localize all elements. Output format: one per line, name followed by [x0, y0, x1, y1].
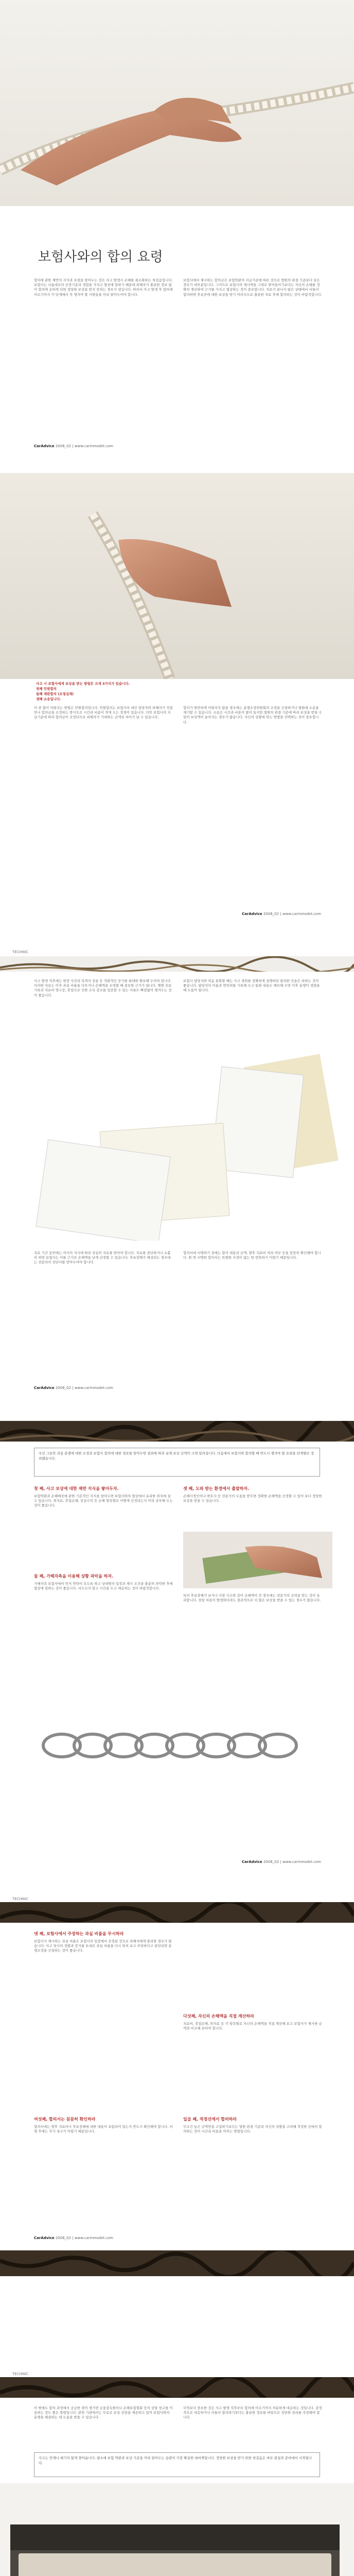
tire-photo: [0, 956, 354, 972]
body-left: 사고 발생 직후에는 현장 사진과 목격자 진술 등 객관적인 증거를 최대한 확보해 두어야 합니다. 이러한 자료는 이후 과실 비율을 다투거나 손해액을 산정할 때 중요한 근거가 됩니다. 병원 진료 기록과 치료비 영수증, 휴업으로 인한 소득 감소를 입증할 수 있는 서류도 빠짐없이 챙겨두는 것이 좋습니다.: [34, 979, 172, 997]
footer: [34, 2236, 113, 2240]
heading-1: 첫 째, 사고 보상에 대한 제반 지식을 쌓아두자.: [34, 1486, 119, 1491]
footer-brand: CarAdvice: [242, 1860, 262, 1864]
body-4: 무조건 높은 금액만을 고집하기보다는 법원 판결 기준과 자신의 상황을 고려해 적정한 선에서 합의하는 것이 시간과 비용을 아끼는 방법입니다.: [183, 2125, 322, 2134]
footer-text: 2008_02 | www.carinmodel.com: [263, 1860, 322, 1864]
heading-4: 일곱 째, 적정선에서 합의하라: [183, 2117, 237, 2122]
body-lower-left: 치료 기간 동안에는 의사의 지시에 따라 성실히 치료를 받아야 합니다. 치료를 중단하거나 소홀히 하면 보험사는 이를 근거로 손해액을 낮게 산정할 수 있습니다. 후유장해가 예상되는 경우에는 전문의의 진단서를 받아두어야 합니다.: [34, 1251, 171, 1265]
body-3: 합의서에는 향후 치료비나 후유장해에 대한 내용이 포함되어 있는지 반드시 확인해야 합니다. 서명 후에는 추가 청구가 어렵기 때문입니다.: [34, 2125, 173, 2134]
heading-2: 다섯째, 자신의 손해액을 직접 계산하라: [183, 2014, 254, 2019]
quote-line-1: 사고 시 보험사에게 보상을 받는 방법은 크게 3가지가 있습니다.: [36, 682, 130, 686]
tire-strip-top: [0, 1902, 354, 1923]
body-2: 치료비, 휴업손해, 위자료 등 각 항목별로 자신의 손해액을 직접 계산해 보고 보험사가 제시한 금액과 비교해 보아야 합니다.: [183, 2022, 322, 2031]
footer-text: 2008_02 | www.carinmodel.com: [263, 912, 322, 916]
tire-strip: [0, 2377, 354, 2398]
section-label: TECHNIC: [12, 950, 29, 954]
intro-box: 우선 그동안 과실 분쟁에 대한 조정과 보험사 합의에 대한 정보를 알아두면 결과에 따라 실제 보상 금액이 크게 달라집니다. 다음에서 보험사와 합의할 때 반드시 챙겨야 할 요령을 단계별로 정리했습니다.: [34, 1448, 320, 1477]
page-3: [0, 947, 354, 1411]
tire-strip: [0, 1421, 354, 1442]
quote-line-2: 첫째 민원합의: [36, 687, 57, 691]
heading-3: 여섯째, 합의서는 꼼꼼히 확인하라: [34, 2117, 96, 2122]
page-4: [0, 1421, 354, 1885]
page-6: [0, 2370, 354, 2576]
body-right: 무엇보다 중요한 것은 사고 발생 직후부터 합의에 이르기까지 차분하게 대응하는 것입니다. 감정적으로 대응하거나 서둘러 합의하기보다는 충분한 정보를 바탕으로 정당한 권리를 주장해야 합니다.: [183, 2406, 322, 2420]
page-1: [0, 0, 354, 464]
footer-text: 2008_02 | www.carinmodel.com: [55, 1386, 114, 1390]
hand-rope-photo-2: [0, 473, 354, 679]
body-right: 합의가 원만하게 이뤄지지 않을 경우에는 분쟁조정위원회의 조정을 신청하거나 법원에 소송을 제기할 수 있습니다. 소송은 시간과 비용이 많이 들지만 법원의 판결 기준에 따라 보상을 받을 수 있어 보상액이 높아지는 경우가 많습니다. 자신의 상황에 맞는 방법을 선택하는 것이 중요합니다.: [183, 706, 322, 724]
quote-line-3: 둘째 재판합의 (조정심재): [36, 692, 74, 696]
page-5: [0, 1895, 354, 2359]
heading-3: 셋 째, 도와 받는 환경에서 출발하자.: [183, 1486, 250, 1491]
body-2: 가해자측 보험사에서 먼저 연락이 오도록 하고 상대방의 입장과 제시 조건을 충분히 파악한 후에 협상에 임하는 것이 좋습니다. 서두르지 말고 시간을 두고 대응하는 것이 바람직합니다.: [34, 1582, 173, 1591]
rope-hand-photo: [0, 0, 354, 206]
body-3: 손해사정인이나 변호사 등 전문가의 도움을 받으면 정확한 손해액을 산정할 수 있어 보다 정당한 보상을 받을 수 있습니다.: [183, 1494, 322, 1503]
page-title: 보험사와의 합의 요령: [38, 249, 163, 265]
footer-brand: CarAdvice: [242, 912, 262, 916]
body-1: 보험약관과 손해배상에 관한 기본적인 지식을 알아두면 보험사와의 협상에서 유리한 위치에 설 수 있습니다. 위자료, 휴업손해, 상실수익 등 손해 항목별로 어떻게 산정되는지 미리 공부해 두는 것이 좋습니다.: [34, 1494, 173, 1508]
hand-cash-photo: [183, 1532, 332, 1588]
section-label: TECHNIC: [12, 1897, 29, 1901]
section-label: TECHNIC: [12, 2372, 29, 2376]
body-4: 특히 후유장해가 남거나 사망 사고와 같이 손해액이 큰 경우에는 전문가의 조력을 받는 것이 유리합니다. 상담 비용이 발생하더라도 결과적으로 더 많은 보상을 받을 수 있는 경우가 많습니다.: [183, 1594, 321, 1603]
body-left: 이 중 많이 이뤄지는 방법은 민원합의입니다. 민원합의는 보험사의 대인 담당자와 피해자가 직접 만나 합의금을 조정하는 방식으로 시간과 비용이 적게 드는 장점이 있습니다. 다만 보험사의 지급기준에 따라 합의금이 산정되므로 피해자가 기대하는 금액과 차이가 날 수 있습니다.: [34, 706, 173, 720]
footer-text: 2008_02 | www.carinmodel.com: [55, 2236, 114, 2240]
footer-brand: CarAdvice: [34, 444, 55, 448]
quote-line-4: 셋째 소송입니다.: [36, 697, 61, 701]
chain-handshake-photo: [0, 1689, 354, 1802]
body-1: 보험사가 제시하는 과실 비율은 보험사의 입장에서 산정된 것으로 피해자에게 불리한 경우가 많습니다. 사고 당시의 정황과 증거를 토대로 과실 비율을 다시 따져 보고 부당하다고 판단되면 분쟁조정을 신청하는 것이 좋습니다.: [34, 1939, 172, 1953]
document-papers-photo: [0, 1050, 354, 1241]
footer: [34, 444, 113, 448]
page-2: [0, 473, 354, 937]
footer: [34, 1386, 113, 1390]
body-right: 보험사에서 제시하는 합의금은 보험약관의 지급기준에 따른 것으로 법원의 판결 기준보다 낮은 경우가 대부분입니다. 그러므로 보험사의 제시액을 그대로 받아들이기보다는 자신의 손해를 정확히 계산하여 근거를 가지고 협상하는 것이 중요합니다. 치료가 끝나지 않은 상태에서 서둘러 합의하면 후유증에 대한 보상을 받기 어려우므로 충분한 치료 후에 합의하는 것이 바람직합니다.: [183, 278, 322, 297]
footer: [242, 1860, 321, 1864]
footer-brand: CarAdvice: [34, 1386, 55, 1390]
tire-strip-bottom: [0, 2250, 354, 2276]
footer-brand: CarAdvice: [34, 2236, 55, 2240]
heading-1: 넷 째, 보험사에서 주장하는 과실 비율을 무시하라: [34, 1931, 124, 1936]
footer-text: 2008_02 | www.carinmodel.com: [55, 444, 114, 448]
footer: [242, 912, 321, 916]
body-left: 이 밖에도 합의 과정에서 궁금한 점이 생기면 금융감독원이나 손해보험협회 등의 상담 창구를 이용하는 것도 좋은 방법입니다. 관련 기관에서는 무료로 보상 상담을 제공하고 있어 보험사와의 분쟁을 해결하는 데 도움을 받을 수 있습니다.: [34, 2406, 173, 2420]
closing-box: 사고는 언제나 예기치 않게 찾아옵니다. 평소에 보험 약관과 보상 기준을 미리 알아두는 습관이 가장 확실한 대비책입니다. 정당한 보상을 받기 위한 첫걸음은 바로 관심과 준비에서 시작됩니다.: [34, 2452, 320, 2477]
body-left: 합의에 관한 제반의 지식과 요령을 알아두는 것은 사고 발생시 손해를 최소화하는 첫걸음입니다. 보험사는 나름대로의 산정기준과 경험을 가지고 협상에 임하기 때문에 피해자가 충분한 정보 없이 합의에 응하게 되면 정당한 보상을 받지 못하는 경우가 생깁니다. 따라서 사고 발생 후 합의에 이르기까지 각 단계에서 꼭 챙겨야 할 사항들을 미리 알아두어야 합니다.: [34, 278, 173, 297]
heading-2: 둘 째, 가해자측을 이용해 상황 파악을 하자.: [34, 1574, 114, 1579]
briefcase-photo: [0, 2483, 354, 2576]
body-right: 보험사 담당자와 처음 통화할 때는 사고 경위를 정확하게 설명하되 불리한 진술은 피하는 것이 좋습니다. 담당자의 이름과 연락처를 기록해 두고 통화 내용도 메모해 두면 이후 분쟁이 생겼을 때 도움이 됩니다.: [183, 979, 320, 993]
body-lower-right: 합의서에 서명하기 전에는 합의 내용과 금액, 향후 치료비 처리 여부 등을 꼼꼼히 확인해야 합니다. 한 번 서명한 합의서는 특별한 사정이 없는 한 번복하기 어렵기 때문입니다.: [183, 1251, 321, 1260]
